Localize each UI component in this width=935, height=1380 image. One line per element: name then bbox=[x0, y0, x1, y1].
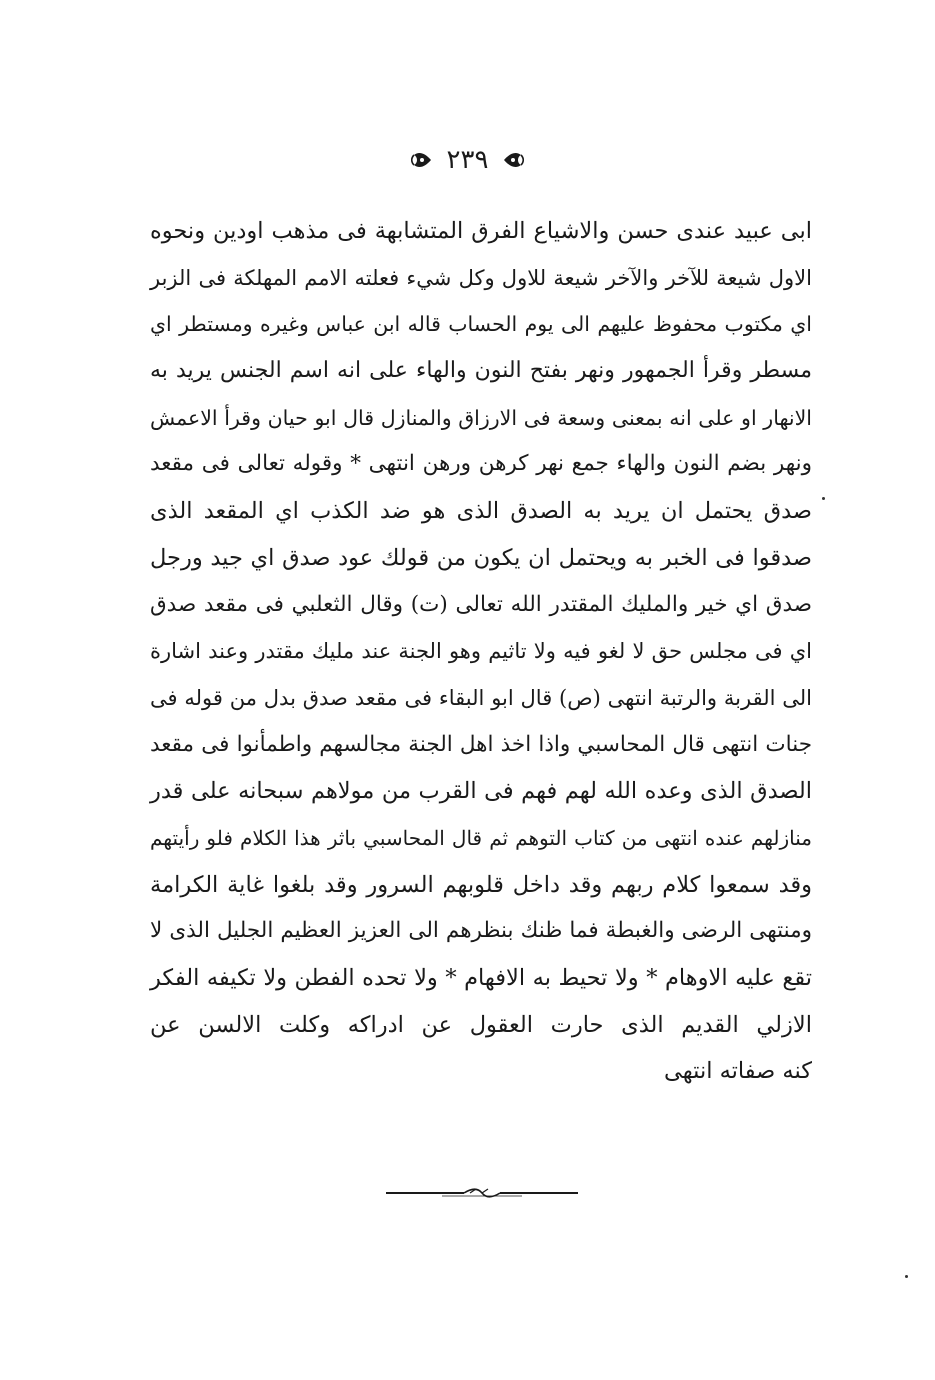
text-line: تقع عليه الاوهام * ولا تحيط به الافهام * ولا تحده الفطن ولا تكيفه الفكر bbox=[150, 965, 812, 991]
page-header-inner bbox=[411, 140, 525, 180]
text-line: صدق اي خير والمليك المقتدر الله تعالى (ت) وقال الثعلبي فى مقعد صدق bbox=[150, 591, 812, 617]
text-line: صدق يحتمل ان يريد به الصدق الذى هو ضد الكذب اي المقعد الذى bbox=[150, 498, 812, 525]
text-line: اي فى مجلس حق لا لغو فيه ولا تاثيم وهو الجنة عند مليك مقتدر وعند اشارة bbox=[150, 639, 812, 664]
left-ornament-icon bbox=[411, 147, 433, 173]
page-header bbox=[0, 140, 935, 180]
paper-speck bbox=[822, 497, 825, 500]
text-line: الاول شيعة للآخر والآخر شيعة للاول وكل شيء فعلته الامم المهلكة فى الزبر bbox=[150, 265, 812, 290]
text-line: وقد سمعوا كلام ربهم وقد داخل قلوبهم السرور وقد بلغوا غاية الكرامة bbox=[150, 871, 812, 898]
text-line: الازلي القديم الذى حارت العقول عن ادراكه وكلت الالسن عن bbox=[150, 1011, 812, 1038]
text-line: صدقوا فى الخبر به ويحتمل ان يكون من قولك عود صدق اي جيد ورجل bbox=[150, 544, 812, 571]
text-line: ومنتهى الرضى والغبطة فما ظنك بنظرهم الى العزيز العظيم الجليل الذى لا bbox=[150, 918, 812, 944]
text-line: اي مكتوب محفوظ عليهم الى يوم الحساب قاله ابن عباس وغيره ومستطر اي bbox=[150, 312, 812, 337]
page-number: ٢٣٩ bbox=[446, 145, 489, 175]
text-line: الانهار او على انه بمعنى وسعة فى الارزاق والمنازل قال ابو حيان وقرأ الاعمش bbox=[150, 405, 812, 430]
text-line: ابى عبيد عندى حسن والاشياع الفرق المتشابهة فى مذهب اودين ونحوه bbox=[150, 218, 812, 244]
decorative-rule-icon bbox=[382, 1183, 582, 1203]
text-line: منازلهم عنده انتهى من كتاب التوهم ثم قال المحاسبي باثر هذا الكلام فلو رأيتهم bbox=[150, 825, 812, 850]
text-line: كنه صفاته انتهى bbox=[664, 1058, 812, 1085]
paper-speck bbox=[905, 1275, 908, 1278]
text-line: جنات انتهى قال المحاسبي واذا اخذ اهل الجنة مجالسهم واطمأنوا فى مقعد bbox=[150, 731, 812, 757]
text-line: الى القربة والرتبة انتهى (ص) قال ابو البقاء فى مقعد صدق بدل من قوله فى bbox=[150, 685, 812, 710]
text-line: الصدق الذى وعده الله لهم فهم فى القرب من مولاهم سبحانه على قدر bbox=[150, 778, 812, 805]
body-text bbox=[150, 208, 812, 1095]
right-ornament-icon bbox=[502, 147, 524, 173]
text-line: ونهر بضم النون والهاء جمع نهر كرهن ورهن انتهى * وقوله تعالى فى مقعد bbox=[150, 451, 812, 477]
text-line: مسطر وقرأ الجمهور ونهر بفتح النون والهاء على انه اسم الجنس يريد به bbox=[150, 358, 812, 384]
